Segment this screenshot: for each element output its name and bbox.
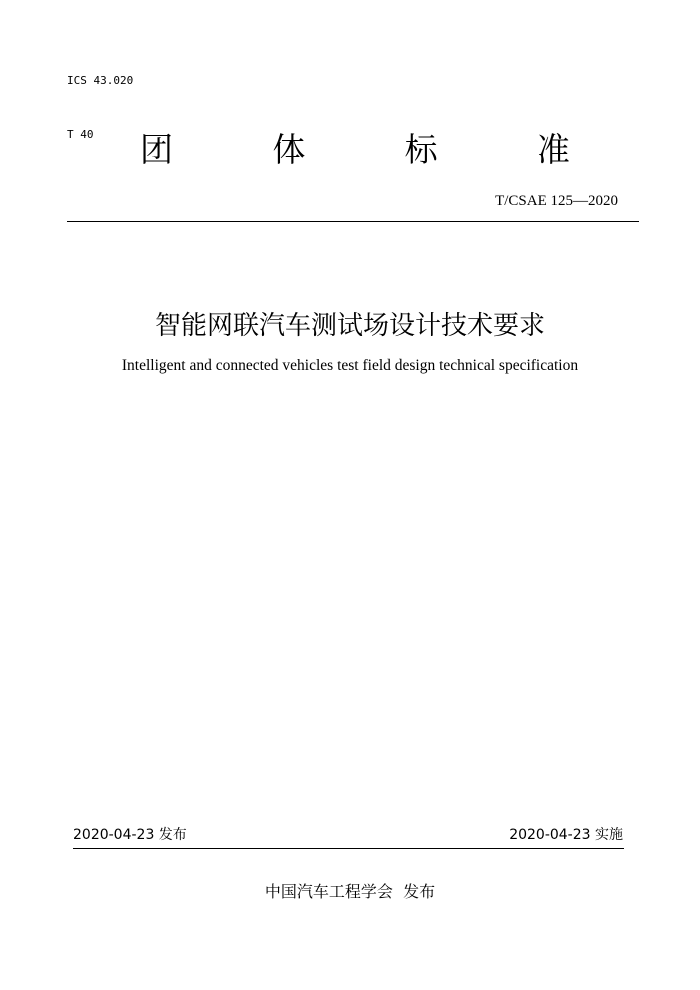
- standard-type-char: 团: [140, 130, 173, 169]
- ccs-code: T 40: [67, 128, 94, 141]
- bottom-divider: [73, 848, 624, 849]
- title-chinese: 智能网联汽车测试场设计技术要求: [154, 311, 545, 341]
- issue-date: 2020-04-23 发布: [73, 827, 187, 843]
- ics-code: ICS 43.020: [67, 74, 134, 87]
- top-divider: [67, 221, 639, 222]
- standard-number: T/CSAE 125—2020: [495, 193, 618, 209]
- standard-type-char: 准: [536, 130, 570, 169]
- standard-type-char: 标: [404, 130, 438, 169]
- publisher: 中国汽车工程学会 发布: [264, 882, 436, 901]
- classification-codes: [67, 36, 133, 162]
- title-english: Intelligent and connected vehicles test field design technical specification: [121, 357, 579, 374]
- standard-type-heading: [140, 128, 570, 172]
- standard-type-char: 体: [272, 130, 306, 169]
- implementation-date: 2020-04-23 实施: [509, 827, 623, 843]
